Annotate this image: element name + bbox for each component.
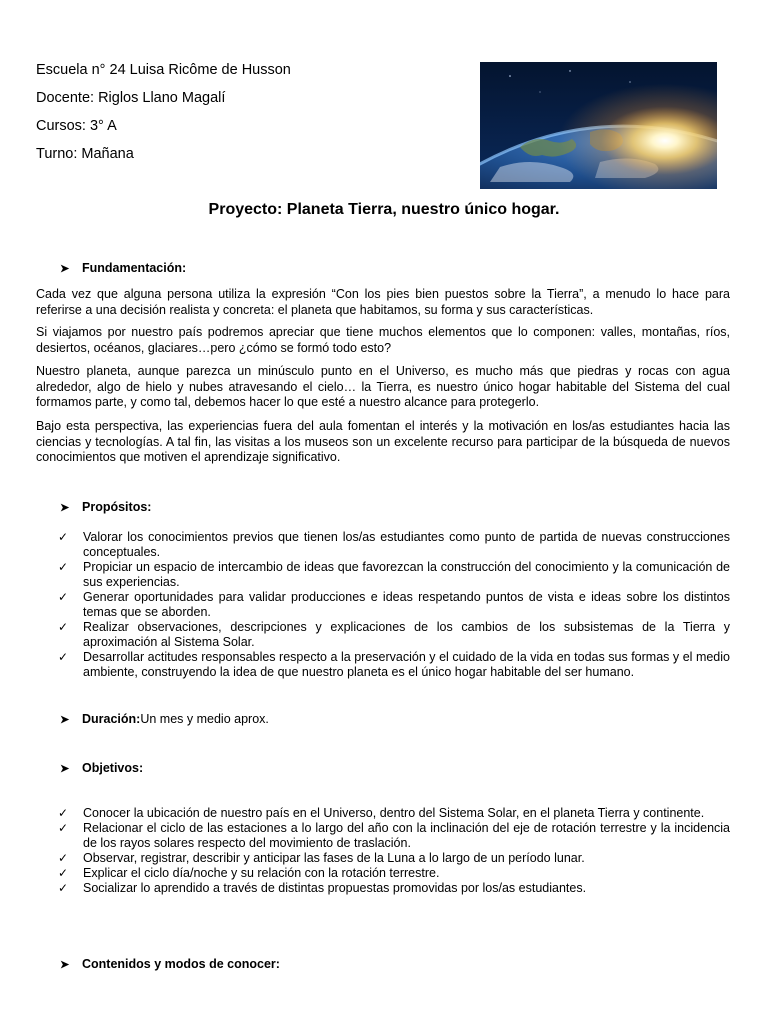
checkmark-icon: ✓ [58,590,69,604]
section-heading-objetivos: ➤ Objetivos: [60,761,144,775]
checkmark-icon: ✓ [58,851,69,865]
duration-value: Un mes y medio aprox. [140,712,269,726]
school-name: Escuela n° 24 Luisa Ricôme de Husson [36,62,291,78]
objetivos-list [56,806,730,896]
arrowhead-bullet-icon: ➤ [60,713,70,726]
list-item: ✓ Conocer la ubicación de nuestro país en el Universo, dentro del Sistema Solar, en el planeta Tierra y continente. [58,806,705,820]
course-label: Cursos: 3° A [36,118,117,134]
section-heading-duracion: ➤ Duración: Un mes y medio aprox. [60,712,269,726]
paragraph: Cada vez que alguna persona utiliza la expresión “Con los pies bien puestos sobre la Tierra”, a menudo lo hace para referirse a una decisión realista y concreta: el planeta que habitamos, su forma y sus características. [36,287,730,317]
checkmark-icon: ✓ [58,560,69,574]
list-item: ✓ Observar, registrar, describir y anticipar las fases de la Luna a lo largo de un período lunar. [58,851,585,865]
paragraph: Nuestro planeta, aunque parezca un minúsculo punto en el Universo, es mucho más que piedras y rocas con agua alrededor, algo de hielo y nubes atravesando el cielo… la Tierra, es nuestro único hogar habitable del Sistema del cual formamos parte, y como tal, debemos hacer lo que esté a nuestro alcance para protegerlo. [36,364,730,409]
section-heading-contenidos: ➤ Contenidos y modos de conocer: [60,957,280,971]
checkmark-icon: ✓ [58,821,69,835]
list-item: ✓ Propiciar un espacio de intercambio de ideas que favorezcan la construcción del conocimiento y la comunicación de sus experiencias. [58,560,730,589]
checkmark-icon: ✓ [58,620,69,634]
arrowhead-bullet-icon: ➤ [60,958,70,971]
section-heading-fundamentacion: ➤ Fundamentación: [60,261,187,275]
checkmark-icon: ✓ [58,530,69,544]
arrowhead-bullet-icon: ➤ [60,262,70,275]
section-heading-propositos: ➤ Propósitos: [60,500,152,514]
shift-label: Turno: Mañana [36,146,134,162]
checkmark-icon: ✓ [58,866,69,880]
checkmark-icon: ✓ [58,806,69,820]
project-title: Proyecto: Planeta Tierra, nuestro único hogar. [208,201,560,218]
teacher-name: Docente: Riglos Llano Magalí [36,90,226,106]
earth-from-space-image [480,62,717,189]
propositos-list [56,530,730,680]
list-item: ✓ Realizar observaciones, descripciones y explicaciones de los cambios de los subsistemas de la Tierra y aproximación al Sistema Solar. [58,620,730,649]
list-item: ✓ Explicar el ciclo día/noche y su relación con la rotación terrestre. [58,866,440,880]
arrowhead-bullet-icon: ➤ [60,501,70,514]
arrowhead-bullet-icon: ➤ [60,762,70,775]
checkmark-icon: ✓ [58,881,69,895]
list-item: ✓ Valorar los conocimientos previos que tienen los/as estudiantes como punto de partida de nuevas construcciones conceptuales. [58,530,730,559]
list-item: ✓ Desarrollar actitudes responsables respecto a la preservación y el cuidado de la vida en todas sus formas y el medio ambiente, construyendo la idea de que nuestro planeta es el único hogar habitable del ser humano. [58,650,730,679]
paragraph: Si viajamos por nuestro país podremos apreciar que tiene muchos elementos que lo componen: valles, montañas, ríos, desiertos, océanos, glaciares…pero ¿cómo se formó todo esto? [36,325,730,355]
list-item: ✓ Relacionar el ciclo de las estaciones a lo largo del año con la inclinación del eje de rotación terrestre y la incidencia de los rayos solares respecto del movimiento de traslación. [58,821,730,850]
list-item: ✓ Generar oportunidades para validar producciones e ideas respetando puntos de vista e ideas sobre los distintos temas que se aborden. [58,590,730,619]
list-item: ✓ Socializar lo aprendido a través de distintas propuestas promovidas por los/as estudiantes. [58,881,587,895]
checkmark-icon: ✓ [58,650,69,664]
paragraph: Bajo esta perspectiva, las experiencias fuera del aula fomentan el interés y la motivación en los/as estudiantes hacia las ciencias y tecnologías. A tal fin, las visitas a los museos son un excelente recurso para participar de la búsqueda de nuevos conocimientos que motiven el aprendizaje significativo. [36,419,730,464]
